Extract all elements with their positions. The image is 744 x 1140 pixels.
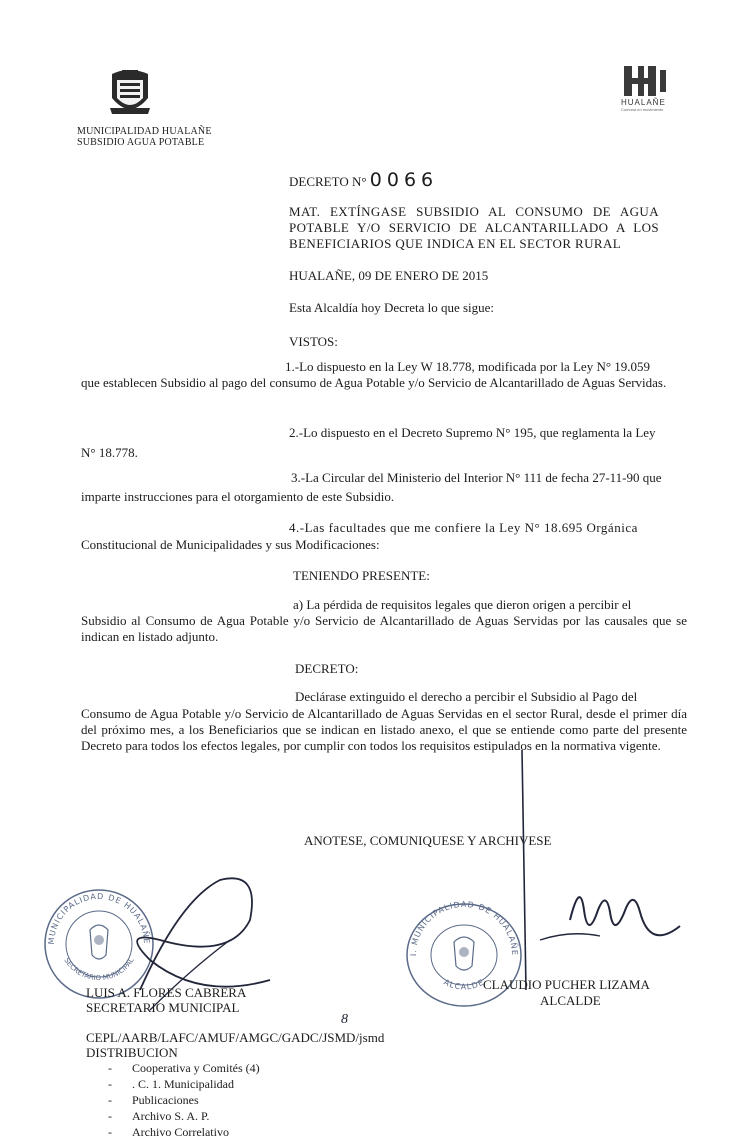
distribution-label: DISTRIBUCION <box>86 1045 178 1060</box>
secretary-title: SECRETARIO MUNICIPAL <box>86 1000 240 1015</box>
distribution-item: - Cooperativa y Comités (4) <box>108 1060 260 1076</box>
initials-line: CEPL/AARB/LAFC/AMUF/AMGC/GADC/JSMD/jsmd <box>86 1030 385 1045</box>
mayor-title: ALCALDE <box>540 993 601 1008</box>
logo-text: HUALAÑE <box>621 98 666 107</box>
vistos-item-3-rest: imparte instrucciones para el otorgamiento de este Subsidio. <box>81 489 395 504</box>
distribution-item: - Archivo S. A. P. <box>108 1108 260 1124</box>
decree-label: DECRETO N° <box>289 174 367 189</box>
vistos-heading: VISTOS: <box>289 334 338 349</box>
distribution-item: - Publicaciones <box>108 1092 260 1108</box>
teniendo-heading: TENIENDO PRESENTE: <box>293 568 430 583</box>
stamp-left-bottom-text: SECRETARIO MUNICIPAL <box>62 956 136 983</box>
municipal-crest-logo <box>108 68 152 118</box>
teniendo-a-rest: Subsidio al Consumo de Agua Potable y/o Servicio de Alcantarillado de Aguas Servidas por las causales que se indican en listado adjunto. <box>81 613 687 644</box>
program-name: SUBSIDIO AGUA POTABLE <box>77 137 205 148</box>
vistos-item-1-rest: que establecen Subsidio al pago del consumo de Agua Potable y/o Servicio de Alcantarillado de Aguas Servidas. <box>81 375 667 390</box>
vistos-item-4-rest: Constitucional de Municipalidades y sus Modificaciones: <box>81 537 380 552</box>
logo-tagline: Comuna en movimiento <box>621 107 664 112</box>
vistos-item-3-lead: 3.-La Circular del Ministerio del Interior N° 111 de fecha 27-11-90 que <box>291 470 662 485</box>
distribution-item: - Archivo Correlativo <box>108 1124 260 1140</box>
decree-number: 0066 <box>369 169 439 191</box>
decreto-lead: Declárase extinguido el derecho a percibir el Subsidio al Pago del <box>295 689 638 704</box>
distribution-list <box>108 1060 260 1140</box>
teniendo-a-lead: a) La pérdida de requisitos legales que dieron origen a percibir el <box>293 597 632 612</box>
secretary-name: LUIS A. FLORES CABRERA <box>86 985 247 1000</box>
mayor-stamp <box>404 900 524 1010</box>
mayor-signature <box>510 740 730 1000</box>
decreto-heading: DECRETO: <box>295 661 359 676</box>
closing-formula: ANOTESE, COMUNIQUESE Y ARCHIVESE <box>304 833 552 848</box>
vistos-item-1-lead: 1.-Lo dispuesto en la Ley W 18.778, modificada por la Ley N° 19.059 <box>285 359 651 374</box>
vistos-item-2-rest: N° 18.778. <box>81 445 138 460</box>
svg-text:ALCALDE <box>442 978 486 992</box>
mayor-name: CLAUDIO PUCHER LIZAMA <box>483 977 650 992</box>
decree-matter: MAT. EXTÍNGASE SUBSIDIO AL CONSUMO DE AGUA POTABLE Y/O SERVICIO DE ALCANTARILLADO A LOS BENEFICIARIOS QUE INDICA EN EL SECTOR RURAL <box>289 204 659 251</box>
vistos-item-4-lead: 4.-Las facultades que me confiere la Ley N° 18.695 Orgánica <box>289 520 638 535</box>
decree-number-line <box>289 169 439 191</box>
distribution-item: - . C. 1. Municipalidad <box>108 1076 260 1092</box>
org-name: MUNICIPALIDAD HUALAÑE <box>77 126 212 137</box>
stamp-right-top-text: I. MUNICIPALIDAD DE HUALAÑE <box>408 899 520 957</box>
vistos-item-2-lead: 2.-Lo dispuesto en el Decreto Supremo N° 195, que reglamenta la Ley <box>289 425 656 440</box>
stamp-right-bottom-text: ALCALDE <box>442 977 486 992</box>
stamp-left-top-text: MUNICIPALIDAD DE HUALAÑE <box>46 891 152 945</box>
hualane-logo <box>622 66 670 96</box>
decree-intro: Esta Alcaldía hoy Decreta lo que sigue: <box>289 300 495 315</box>
place-date: HUALAÑE, 09 DE ENERO DE 2015 <box>289 268 489 283</box>
handwritten-mark: 8 <box>341 1012 348 1027</box>
decreto-body: Consumo de Agua Potable y/o Servicio de Alcantarillado de Aguas Servidas en el sector Rural, desde el primer día del próximo mes, a los Beneficiarios que se indican en listado anexo, el que se entiende como parte del presente Decreto para todos los efectos legales, por cumplir con todos los requisitos estipulados en la normativa vigente. <box>81 706 687 753</box>
